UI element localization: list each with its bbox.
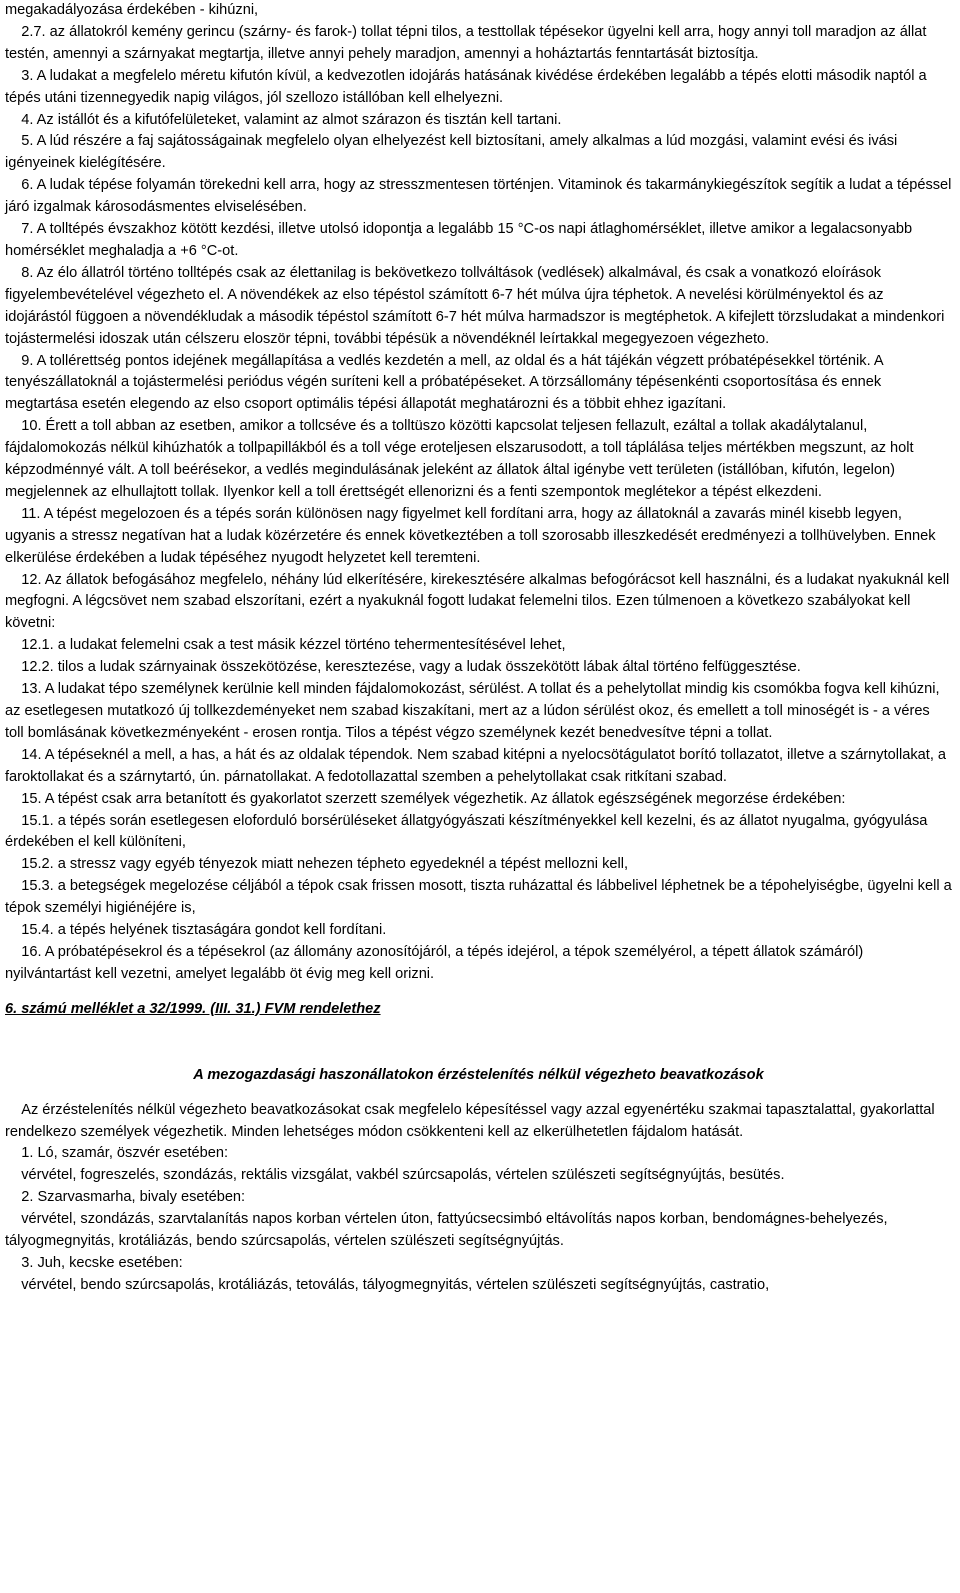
regulation-body <box>5 0 956 986</box>
paragraph-2-7: 2.7. az állatokról kemény gerincu (szárny- és farok-) tollat tépni tilos, a testtollak tépésekor ügyelni kell arra, hogy annyi toll maradjon az állat testén, amennyi a szárnyakat megtartja, illetve annyi pehely maradjon, amennyi a hoháztartás fenntartását biztosítja. <box>5 23 931 62</box>
paragraph-13: 13. A ludakat tépo személynek kerülnie kell minden fájdalomokozást, sérülést. A tollat és a pehelytollat mindig kis csomókba fogva kell kihúzni, az esetlegesen mutatkozó új tollkezdeményeket nem szabad kiszakítani, mert az a lúdon sérülést okoz, és emellett a toll minoségét is - a véres toll bomlásának következményeként - erosen rontja. Tilos a tépést végzo személynek kezét benedvesítve tépni a tollat. <box>5 681 944 741</box>
section-title: A mezogazdasági haszonállatokon érzéstelenítés nélkül végezheto beavatkozások <box>193 1066 764 1083</box>
annex-item-2-text: vérvétel, szondázás, szarvtalanítás napos korban vértelen úton, fattyúcsecsimbó eltávolítás napos korban, bendomágnes-behelyezés, tályogmegnyitás, krotáliázás, bendo szúrcsapolás, vértelen szülészeti segítségnyújtás. <box>5 1211 892 1250</box>
annex-item-2-heading: 2. Szarvasmarha, bivaly esetében: <box>5 1189 246 1206</box>
paragraph-11: 11. A tépést megelozoen és a tépés során különösen nagy figyelmet kell fordítani arra, hogy az állatoknál a zavarás minél kisebb legyen, ugyanis a stressz negatívan hat a ludak közérzetére és ennek következtében a toll szorosabb illeszkedését eredményezi a tollhüvelyben. Ennek elkerülése érdekében a ludak tépéséhez nyugodt helyzetet kell teremteni. <box>5 505 940 566</box>
annex-item-1-text: vérvétel, fogreszelés, szondázás, rektális vizsgálat, vakbél szúrcsapolás, vértelen szülészeti segítségnyújtás, besütés. <box>5 1167 785 1184</box>
paragraph-16: 16. A próbatépésekrol és a tépésekrol (az állomány azonosítójáról, a tépés idejérol, a tépok személyérol, a tépett állatok számáról) nyilvántartást kell vezetni, amelyet legalább öt évig meg kell orizni. <box>5 943 868 982</box>
paragraph-8: 8. Az élo állatról történo tolltépés csak az élettanilag is bekövetkezo tollváltások (vedlések) alkalmával, és csak a vonatkozó eloírások figyelembevételével végezheto el. A növendékek az elso tépéstol számított 6-7 hét múlva újra téphetok. A nevelési körülményektol és az idojárástól függoen a növendékludak a második tépéstol számított 6-7 hét múlva harmadszor is megtéphetok. A kifejlett törzsludakat a mindenkori tojástermelési idoszak után célszeru eloször tépni, további tépésük a növendéknél leírtakkal megegyezoen végezheto. <box>5 264 949 347</box>
paragraph-9: 9. A tollérettség pontos idejének megállapítása a vedlés kezdetén a mell, az oldal és a hát tájékán végzett próbatépésekkel történik. A tenyészállatoknál a tojástermelési periódus végén suríteni kell a próbatépéseket. A törzsállomány tépésenkénti csoportosítása és ennek megtartása esetén elegendo az elso csoport optimális tépési állapotát meghatározni és a többit ehhez igazítani. <box>5 352 887 413</box>
paragraph-15: 15. A tépést csak arra betanított és gyakorlatot szerzett személyek végezhetik. Az állatok egészségének megorzése érdekében: <box>5 790 846 807</box>
annex-item-3-heading: 3. Juh, kecske esetében: <box>5 1254 183 1271</box>
spacer <box>5 1087 952 1100</box>
paragraph-14: 14. A tépéseknél a mell, a has, a hát és az oldalak tépendok. Nem szabad kitépni a nyelocsötágulatot borító tollazatot, illetve a szárnytollakat, a faroktollakat és a szárnytartó, ún. párnatollakat. A fedotollazattal szemben a pehelytollakat csak ritkítani szabad. <box>5 746 951 785</box>
paragraph-12-2: 12.2. tilos a ludak szárnyainak összekötözése, keresztezése, vagy a ludak összekötött lábak által történo felfüggesztése. <box>5 659 801 676</box>
paragraph-3: 3. A ludakat a megfelelo méretu kifutón kívül, a kedvezotlen idojárás hatásának kivédése érdekében legalább a tépés elotti második naptól a tépés utáni tizennegyedik napig világos, jól szellozo istállóban kell elhelyezni. <box>5 67 931 106</box>
paragraph-continuation: megakadályozása érdekében - kihúzni, <box>5 2 259 18</box>
annex-item-3-text: vérvétel, bendo szúrcsapolás, krotáliázás, tetoválás, tályogmegnyitás, vértelen szülészeti segítségnyújtás, castratio, <box>5 1276 770 1293</box>
spacer <box>5 1021 952 1065</box>
annex-reference: 6. számú melléklet a 32/1999. (III. 31.) FVM rendelethez <box>5 1000 381 1017</box>
paragraph-4: 4. Az istállót és a kifutófelületeket, valamint az almot szárazon és tisztán kell tartani. <box>5 111 562 128</box>
paragraph-12: 12. Az állatok befogásához megfelelo, néhány lúd elkerítésére, kirekesztésére alkalmas befogórácsot kell használni, és a ludakat nyakuknál kell megfogni. A légcsövet nem szabad elszorítani, ezért a nyakuknál fogott ludakat felemelni tilos. Ezen túlmenoen a következo szabályokat kell követni: <box>5 571 954 632</box>
paragraph-15-3: 15.3. a betegségek megelozése céljából a tépok csak frissen mosott, tiszta ruházattal és lábbelivel léphetnek be a tépohelyiségbe, ügyelni kell a tépok személyi higiénéjére is, <box>5 878 956 917</box>
paragraph-12-1: 12.1. a ludakat felemelni csak a test másik kézzel történo tehermentesítésével lehet, <box>5 637 566 654</box>
spacer <box>5 986 952 999</box>
annex-item-1-heading: 1. Ló, szamár, öszvér esetében: <box>5 1145 229 1162</box>
paragraph-6: 6. A ludak tépése folyamán törekedni kell arra, hogy az stresszmentesen történjen. Vitaminok és takarmánykiegészítok segítik a ludat a tépéssel járó izgalmak károsodásmentes elviselésében. <box>5 177 956 216</box>
paragraph-15-4: 15.4. a tépés helyének tisztaságára gondot kell fordítani. <box>5 922 387 939</box>
paragraph-15-1: 15.1. a tépés során esetlegesen eloforduló borsérüléseket állatgyógyászati készítményekkel kell kezelni, és az állatot nyugalma, gyógyulása érdekében el kell különíteni, <box>5 812 932 851</box>
annex-intro: Az érzéstelenítés nélkül végezheto beavatkozásokat csak megfelelo képesítéssel vagy azzal egyenértéku szakmai tapasztalattal, gyakorlattal rendelkezo személyek végezhetik. Minden lehetséges módon csökkenteni kell az elkerülhetetlen fájdalom hatását. <box>5 1101 939 1140</box>
paragraph-7: 7. A tolltépés évszakhoz kötött kezdési, illetve utolsó idopontja a legalább 15 °C-os napi átlaghomérséklet, illetve amikor a legalacsonyabb homérséklet meghaladja a +6 °C-ot. <box>5 221 917 259</box>
annex-body <box>5 1100 952 1297</box>
paragraph-15-2: 15.2. a stressz vagy egyéb tényezok miatt nehezen tépheto egyedeknél a tépést mellozni kell, <box>5 856 629 873</box>
paragraph-10: 10. Érett a toll abban az esetben, amikor a tollcséve és a tolltüszo közötti kapcsolat teljesen fellazult, ezáltal a tollak akadálytalanul, fájdalomokozás nélkül kihúzhatók a tollpapillákból és a toll vége eroteljesen elszarusodott, a toll táplálása teljes mértékben megszunt, az holt képzodménnyé vált. A toll beérésekor, a vedlés megindulásának jeleként az állatok által igénybe vett területen (istállóban, kifutón, legelon) megjelennek az elhullajtott tollak. Ilyenkor kell a toll érettségét ellenorizni és a fenti szempontok meglétekor a tépést elkezdeni. <box>5 418 918 500</box>
paragraph-5: 5. A lúd részére a faj sajátosságainak megfelelo olyan elhelyezést kell biztosítani, amely alkalmas a lúd mozgási, valamint evési és ivási igényeinek kielégítésére. <box>5 133 902 172</box>
